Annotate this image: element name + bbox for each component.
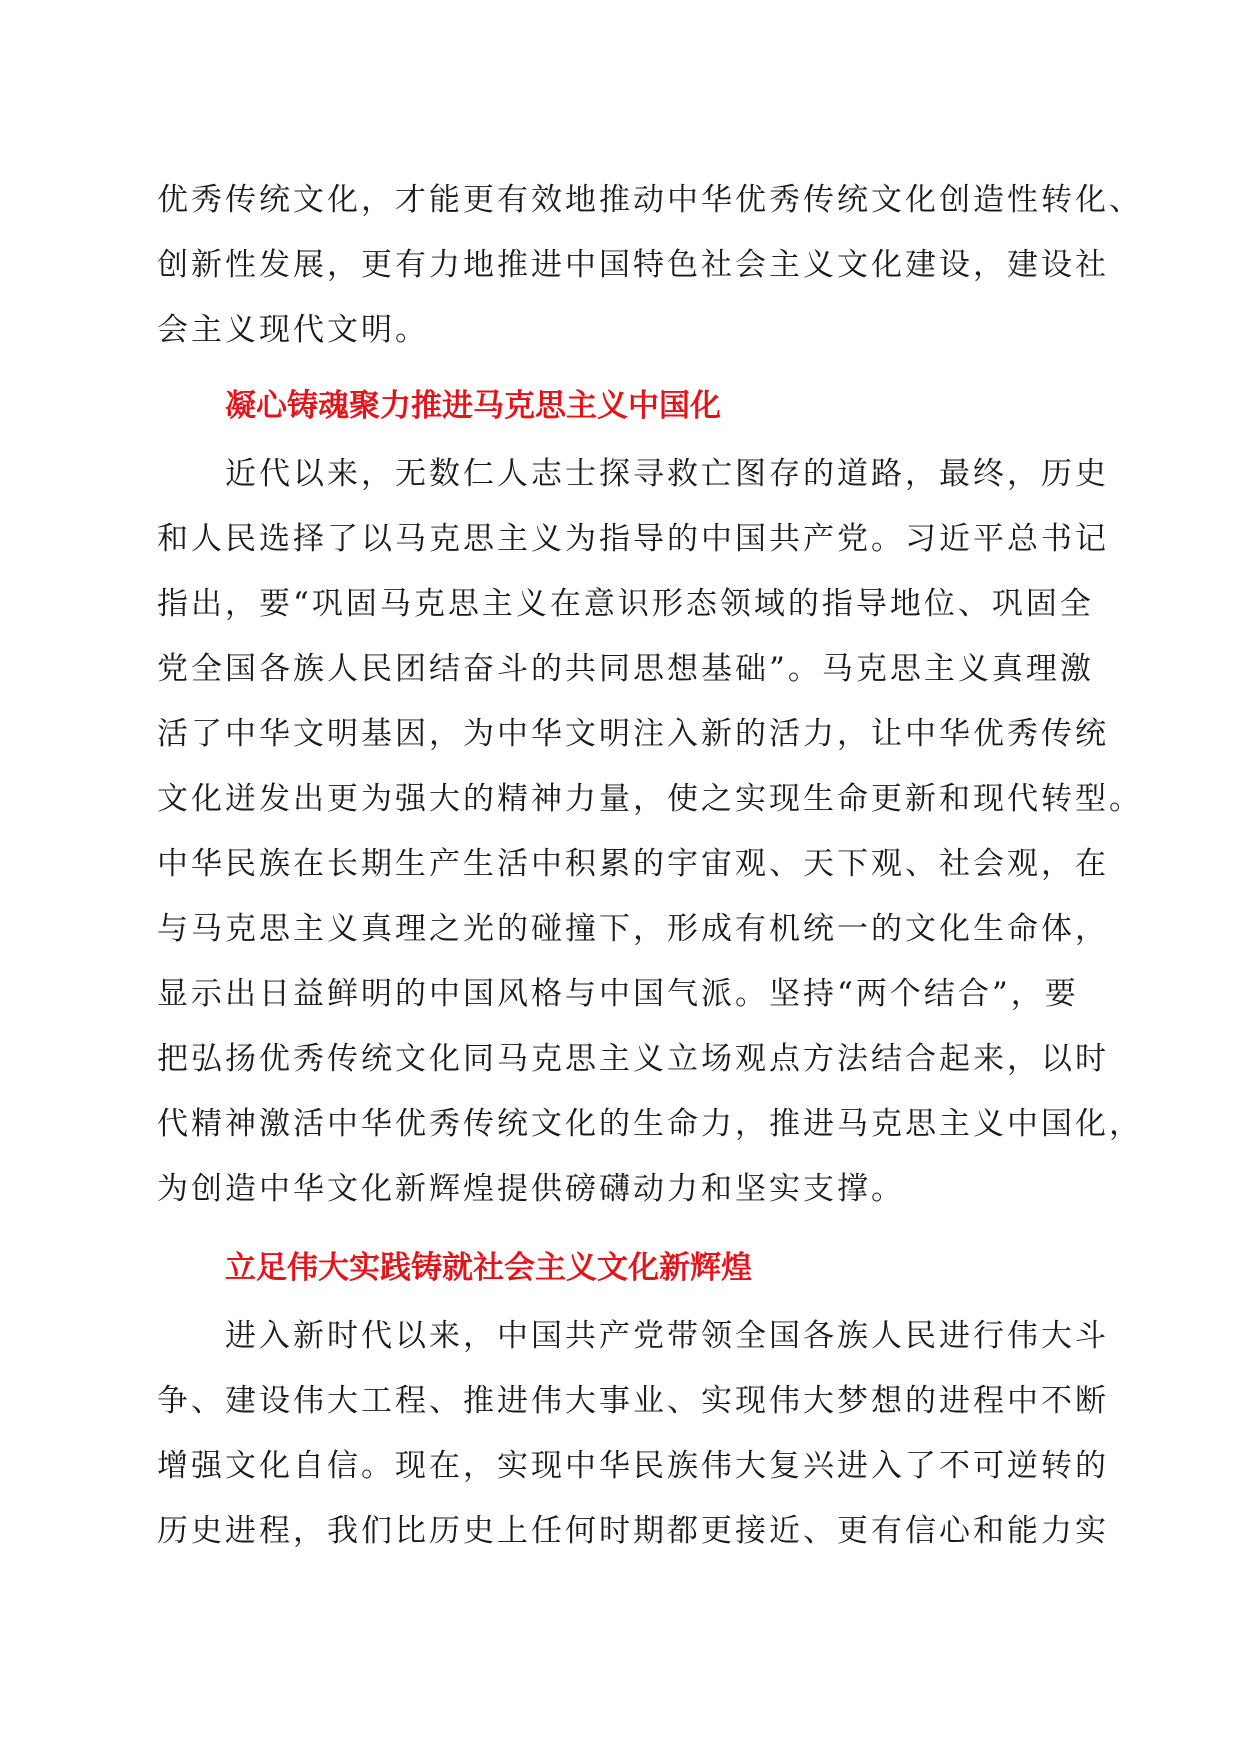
paragraph-line: 把弘扬优秀传统文化同马克思主义立场观点方法结合起来，以时 (157, 1041, 1109, 1077)
paragraph-line: 代精神激活中华优秀传统文化的生命力，推进马克思主义中国化， (157, 1106, 1143, 1142)
paragraph-line: 和人民选择了以马克思主义为指导的中国共产党。习近平总书记 (157, 521, 1109, 557)
paragraph-line: 与马克思主义真理之光的碰撞下，形成有机统一的文化生命体， (157, 911, 1109, 947)
paragraph-line: 进入新时代以来，中国共产党带领全国各族人民进行伟大斗 (225, 1318, 1109, 1354)
paragraph-line: 党全国各族人民团结奋斗的共同思想基础”。马克思主义真理激 (157, 651, 1094, 687)
paragraph-line: 历史进程，我们比历史上任何时期都更接近、更有信心和能力实 (157, 1513, 1109, 1549)
paragraph-section-1 (157, 442, 1143, 1222)
paragraph-line: 创新性发展，更有力地推进中国特色社会主义文化建设，建设社 (157, 247, 1109, 283)
paragraph-line: 活了中华文明基因，为中华文明注入新的活力，让中华优秀传统 (157, 716, 1109, 752)
paragraph-section-2 (157, 1304, 1109, 1564)
paragraph-line: 指出，要“巩固马克思主义在意识形态领域的指导地位、巩固全 (157, 586, 1094, 622)
paragraph-line: 显示出日益鲜明的中国风格与中国气派。坚持“两个结合”，要 (157, 976, 1079, 1012)
paragraph-line: 争、建设伟大工程、推进伟大事业、实现伟大梦想的进程中不断 (157, 1383, 1109, 1419)
paragraph-continued (157, 168, 1143, 363)
paragraph-line: 增强文化自信。现在，实现中华民族伟大复兴进入了不可逆转的 (157, 1448, 1109, 1484)
section-heading-1: 凝心铸魂聚力推进马克思主义中国化 (225, 388, 721, 424)
paragraph-line: 中华民族在长期生产生活中积累的宇宙观、天下观、社会观，在 (157, 846, 1109, 882)
paragraph-line: 文化迸发出更为强大的精神力量，使之实现生命更新和现代转型。 (157, 781, 1143, 817)
paragraph-line: 近代以来，无数仁人志士探寻救亡图存的道路，最终，历史 (225, 456, 1109, 492)
paragraph-line: 会主义现代文明。 (157, 312, 429, 348)
section-heading-2: 立足伟大实践铸就社会主义文化新辉煌 (225, 1250, 752, 1286)
paragraph-line: 为创造中华文化新辉煌提供磅礴动力和坚实支撑。 (157, 1171, 905, 1207)
paragraph-line: 优秀传统文化，才能更有效地推动中华优秀传统文化创造性转化、 (157, 182, 1143, 218)
